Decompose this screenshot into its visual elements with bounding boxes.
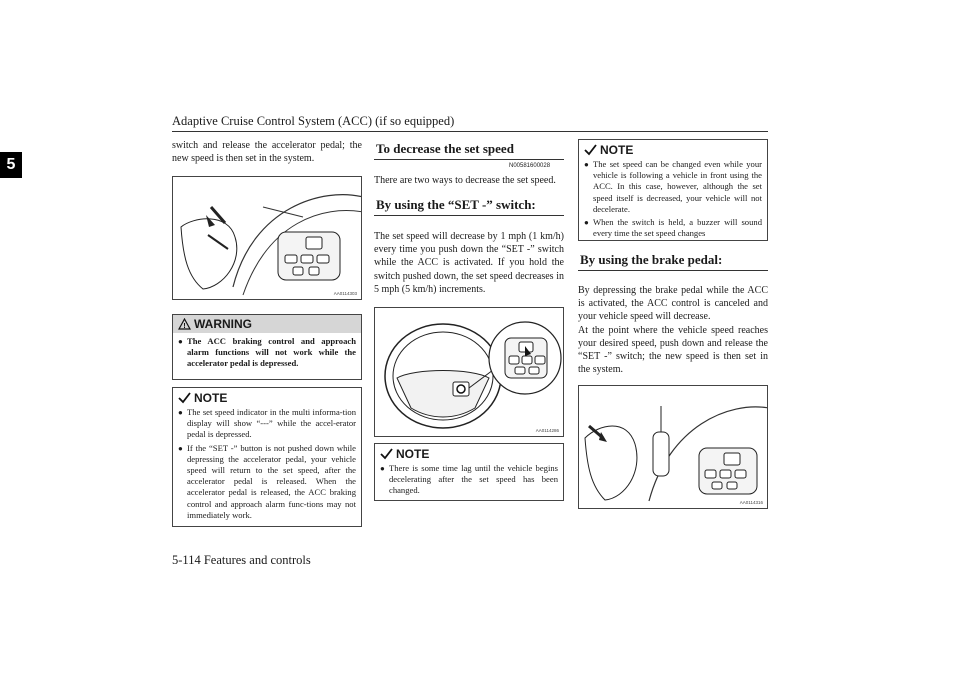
accelerator-switch-figure: [172, 176, 362, 300]
section-rule: [374, 159, 564, 160]
warning-title: WARNING: [194, 317, 252, 331]
bullet-icon: ●: [584, 218, 589, 228]
note-check-icon: [584, 144, 597, 156]
col3-body: By depressing the brake pedal while the ACC is activated, the ACC control is canceled and your vehicle speed will decrease. At the point where the vehicle speed reaches your desired speed, push down and release the “SET -” switch; the new speed is then set in the system.: [578, 285, 768, 376]
note-box-col2: [374, 443, 564, 501]
brake-pedal-figure: [578, 385, 768, 509]
warning-header: [173, 315, 361, 333]
brake-pedal-illustration: [579, 386, 768, 509]
note-check-icon: [380, 448, 393, 460]
note-item: ● If the “SET -” button is not pushed down while depressing the accelerator pedal, your vehicle speed will return to the set speed, after the accelerator pedal is released. When the accelerator pedal is released, the ACC braking control and approach alarm func-tions may not immediately work.: [178, 442, 356, 520]
note-check-icon: [178, 392, 191, 404]
bullet-icon: ●: [584, 160, 589, 169]
header-rule: [172, 131, 768, 132]
note-box-col3: [578, 139, 768, 241]
subsection-rule: [578, 270, 768, 271]
section-title-decrease: To decrease the set speed: [376, 141, 514, 156]
note-item: ● The set speed can be changed even while your vehicle is following a vehicle in front using the ACC. In this case, however, although the set speed itself is decreased, your vehicle will not decelerate.: [584, 159, 762, 214]
note-title: NOTE: [396, 447, 430, 461]
figure-code: AA0114316: [739, 500, 763, 505]
accelerator-switch-illustration: [173, 177, 362, 300]
note-box-col1: [172, 387, 362, 527]
note-item: ● There is some time lag until the vehicle begins decelerating after the set speed has been changed.: [380, 463, 558, 496]
col1-intro: switch and release the accelerator pedal; the new speed is then set in the system.: [172, 140, 362, 165]
steering-wheel-figure: [374, 307, 564, 437]
note-item: ● The set speed indicator in the multi informa-tion display will show “---” while the accel-erator pedal is depressed.: [178, 407, 356, 440]
page-header: Adaptive Cruise Control System (ACC) (if so equipped): [172, 114, 455, 128]
note-title: NOTE: [194, 391, 228, 405]
bullet-icon: ●: [178, 443, 183, 453]
page-footer: 5-114 Features and controls: [172, 553, 311, 567]
figure-code: AA0114286: [535, 428, 559, 433]
bullet-icon: ●: [178, 337, 183, 346]
steering-wheel-illustration: [375, 308, 564, 437]
subsection-title-set-switch: By using the “SET -” switch:: [376, 197, 536, 212]
section-code: N00581600028: [509, 163, 551, 169]
note-item: ● When the switch is held, a buzzer will sound every time the set speed changes: [584, 217, 762, 239]
note-title: NOTE: [600, 143, 634, 157]
bullet-icon: ●: [380, 464, 385, 473]
warning-triangle-icon: [178, 318, 191, 330]
note-header: [178, 391, 356, 405]
col2-body: The set speed will decrease by 1 mph (1 km/h) every time you push down the “SET -” switch while the ACC is activated. If you hold the switch pushed down, the set speed decreases in 5 mph (5 km/h) increments.: [374, 231, 564, 295]
warning-item: ● The ACC braking control and approach alarm functions will not work while the accelerator pedal is depressed.: [178, 336, 356, 369]
note-header: [380, 447, 558, 461]
warning-box: [172, 314, 362, 380]
bullet-icon: ●: [178, 408, 183, 417]
col2-intro: There are two ways to decrease the set speed.: [374, 175, 556, 186]
figure-code: AA0114303: [333, 291, 357, 296]
note-header: [584, 143, 762, 157]
svg-text:!: !: [183, 323, 186, 330]
subsection-rule: [374, 215, 564, 216]
subsection-title-brake: By using the brake pedal:: [580, 252, 723, 267]
chapter-tab: 5: [0, 152, 22, 178]
